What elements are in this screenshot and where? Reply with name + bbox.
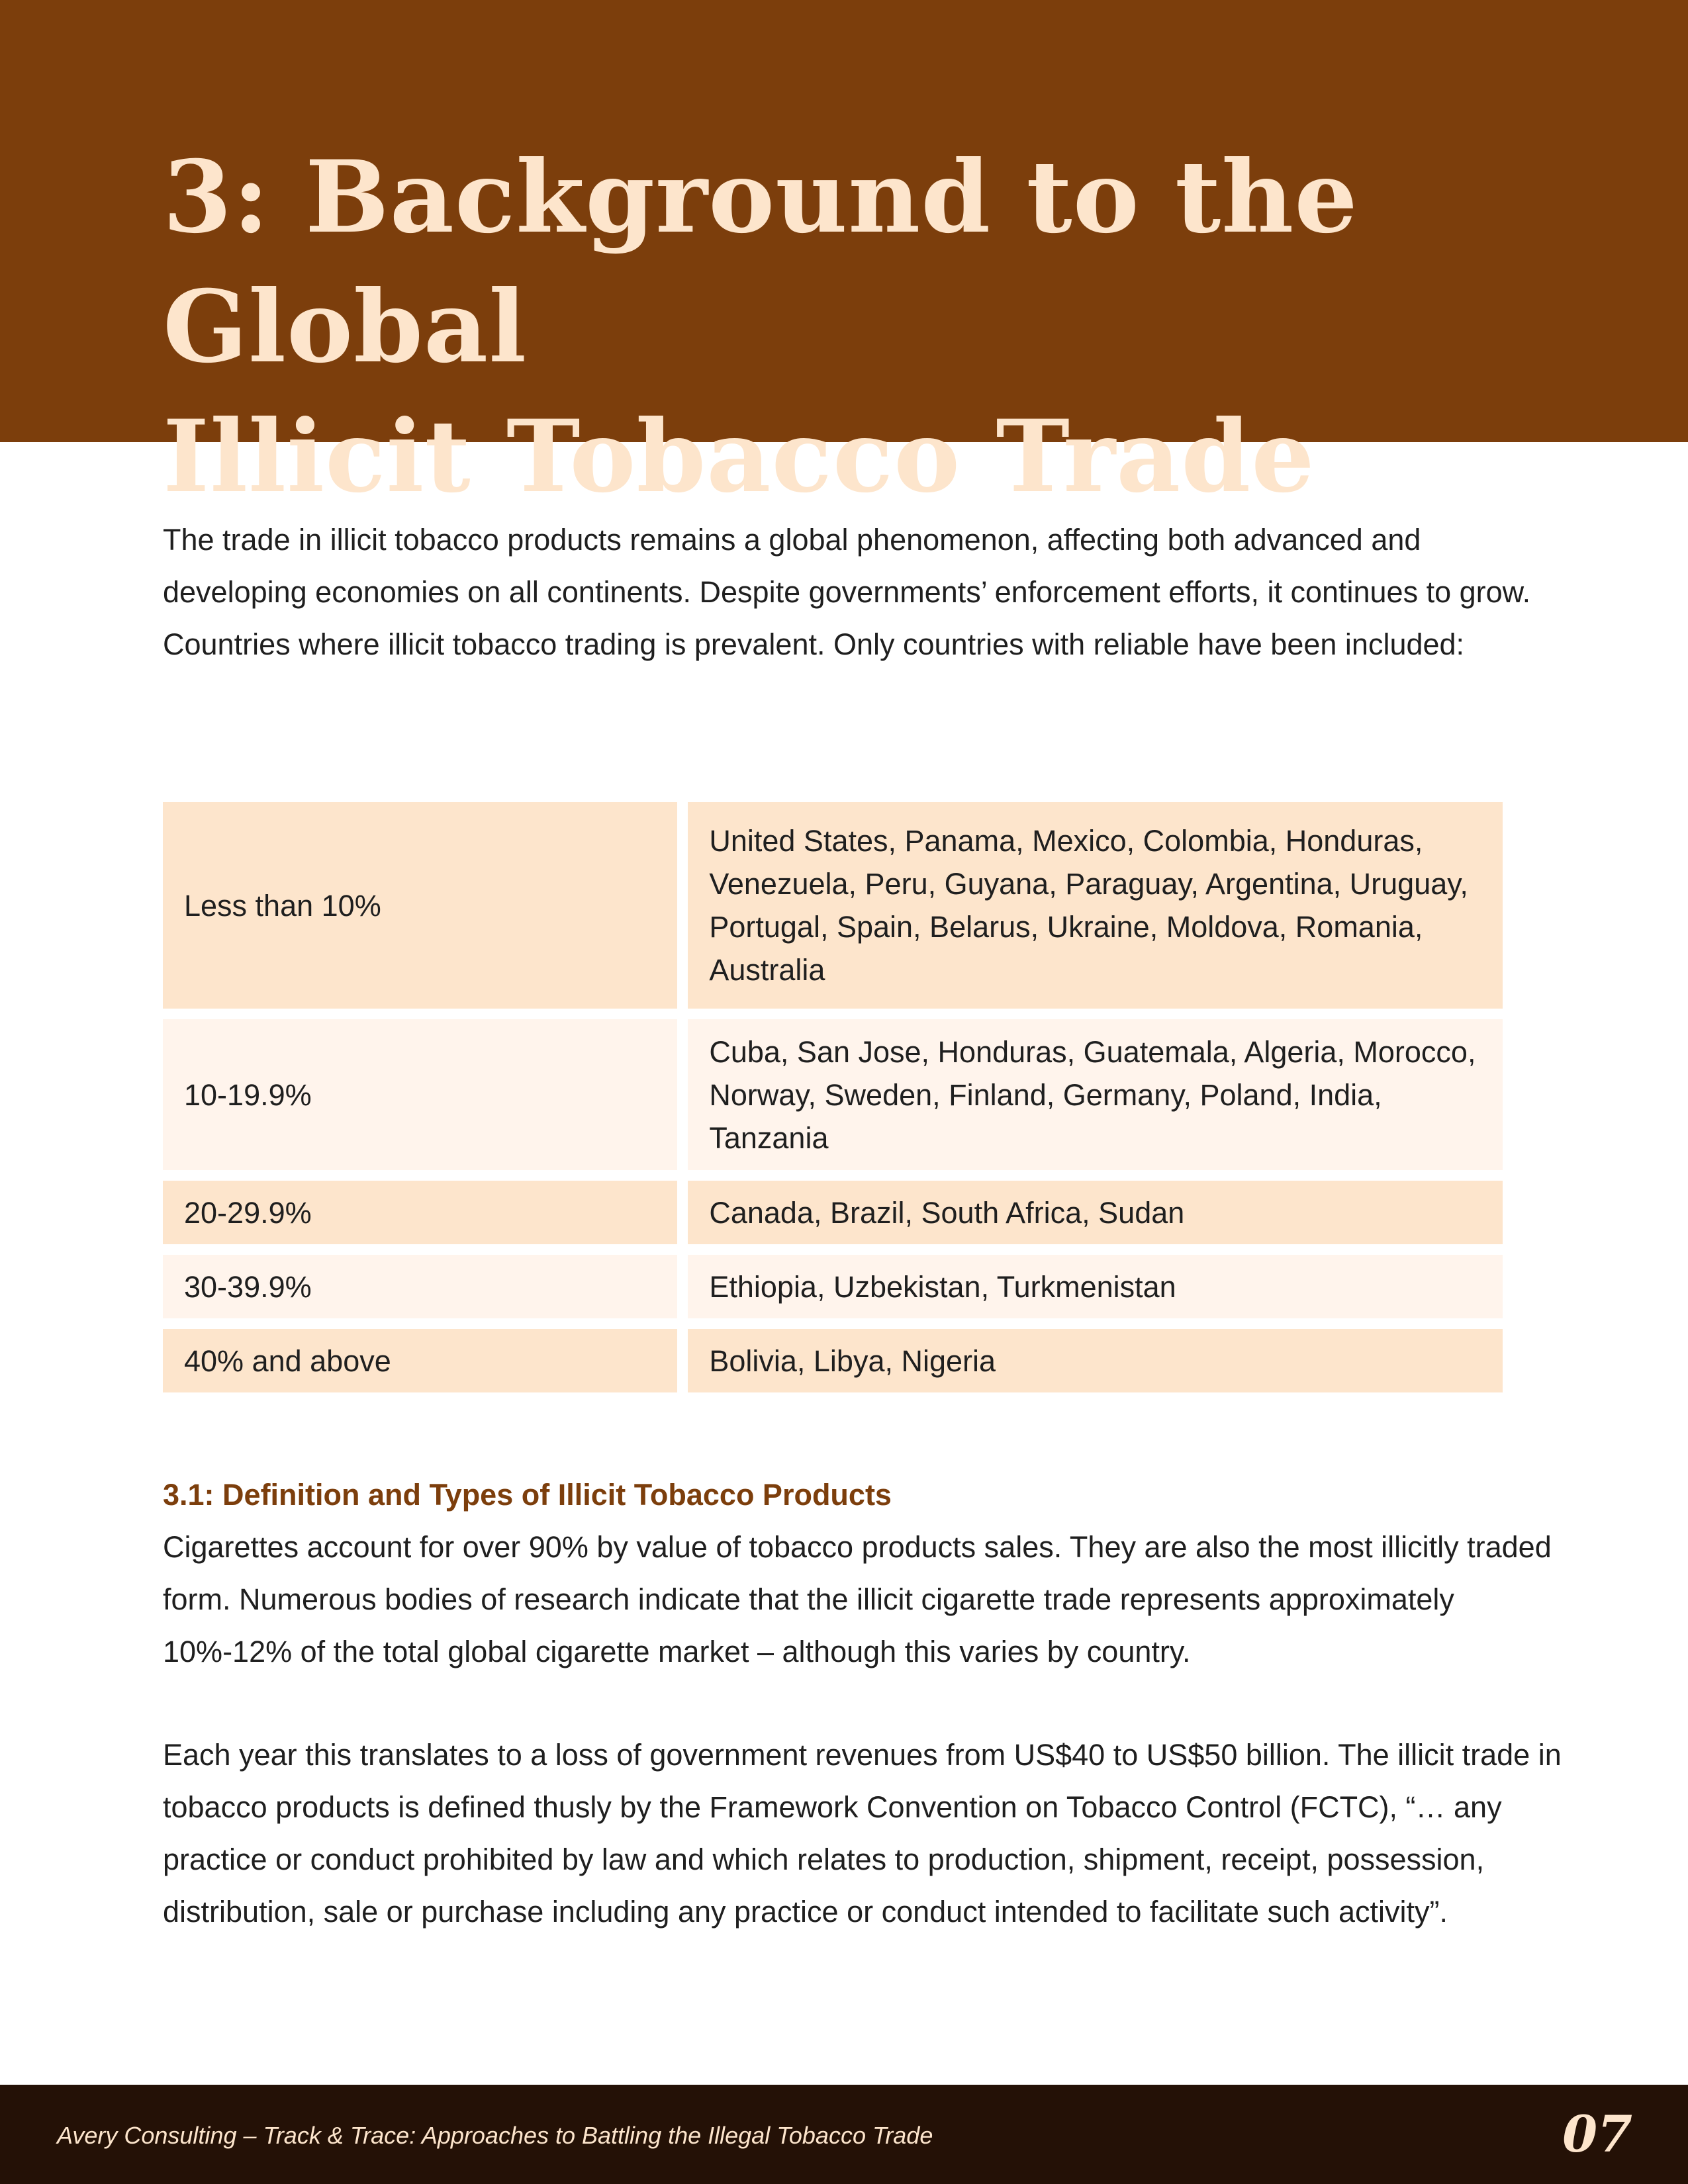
page-footer [0, 2085, 1688, 2184]
page-header [0, 0, 1688, 515]
illicit-rate-table [152, 792, 1513, 1403]
range-cell: 30-39.9% [163, 1255, 677, 1318]
countries-cell: Bolivia, Libya, Nigeria [688, 1329, 1503, 1392]
page-title-line-2: Illicit Tobacco Trade [163, 398, 1315, 515]
page-number: 07 [1562, 2105, 1632, 2163]
intro-paragraph: The trade in illicit tobacco products remains a global phenomenon, affecting both advanced and developing economies on all continents. Despite governments’ enforcement efforts, it continues to grow. Countries where illicit tobacco trading is prevalent. Only countries with reliable have been included: [163, 523, 1531, 661]
section-paragraph-2: Each year this translates to a loss of government revenues from US$40 to US$50 billion. The illicit trade in tobacco products is defined thusly by the Framework Convention on Tobacco Control (FCTC), “… any practice or conduct prohibited by law and which relates to production, shipment, receipt, possession, distribution, sale or purchase including any practice or conduct intended to facilitate such activity”. [163, 1738, 1562, 1929]
section-heading: 3.1: Definition and Types of Illicit Tobacco Products [163, 1478, 892, 1512]
countries-cell: Cuba, San Jose, Honduras, Guatemala, Algeria, Morocco, Norway, Sweden, Finland, Germany, Poland, India, Tanzania [688, 1019, 1503, 1170]
range-cell: 40% and above [163, 1329, 677, 1392]
countries-cell: Canada, Brazil, South Africa, Sudan [688, 1181, 1503, 1244]
table-row [163, 802, 1503, 1009]
countries-cell: Ethiopia, Uzbekistan, Turkmenistan [688, 1255, 1503, 1318]
page-title [163, 132, 1553, 522]
range-cell: Less than 10% [163, 802, 677, 1009]
footer-text: Avery Consulting – Track & Trace: Approaches to Battling the Illegal Tobacco Trade [57, 2122, 933, 2149]
range-cell: 20-29.9% [163, 1181, 677, 1244]
table-row [163, 1329, 1503, 1392]
range-cell: 10-19.9% [163, 1019, 677, 1170]
countries-cell: United States, Panama, Mexico, Colombia, Honduras, Venezuela, Peru, Guyana, Paraguay, Argentina, Uruguay, Portugal, Spain, Belarus, Ukraine, Moldova, Romania, Australia [688, 802, 1503, 1009]
section-paragraph-1: Cigarettes account for over 90% by value of tobacco products sales. They are also the most illicitly traded form. Numerous bodies of research indicate that the illicit cigarette trade represents approximately 10%-12% of the total global cigarette market – although this varies by country. [163, 1530, 1552, 1668]
table-row [163, 1255, 1503, 1318]
table-row [163, 1019, 1503, 1170]
page-title-line-1: 3: Background to the Global [163, 139, 1358, 385]
table-row [163, 1181, 1503, 1244]
